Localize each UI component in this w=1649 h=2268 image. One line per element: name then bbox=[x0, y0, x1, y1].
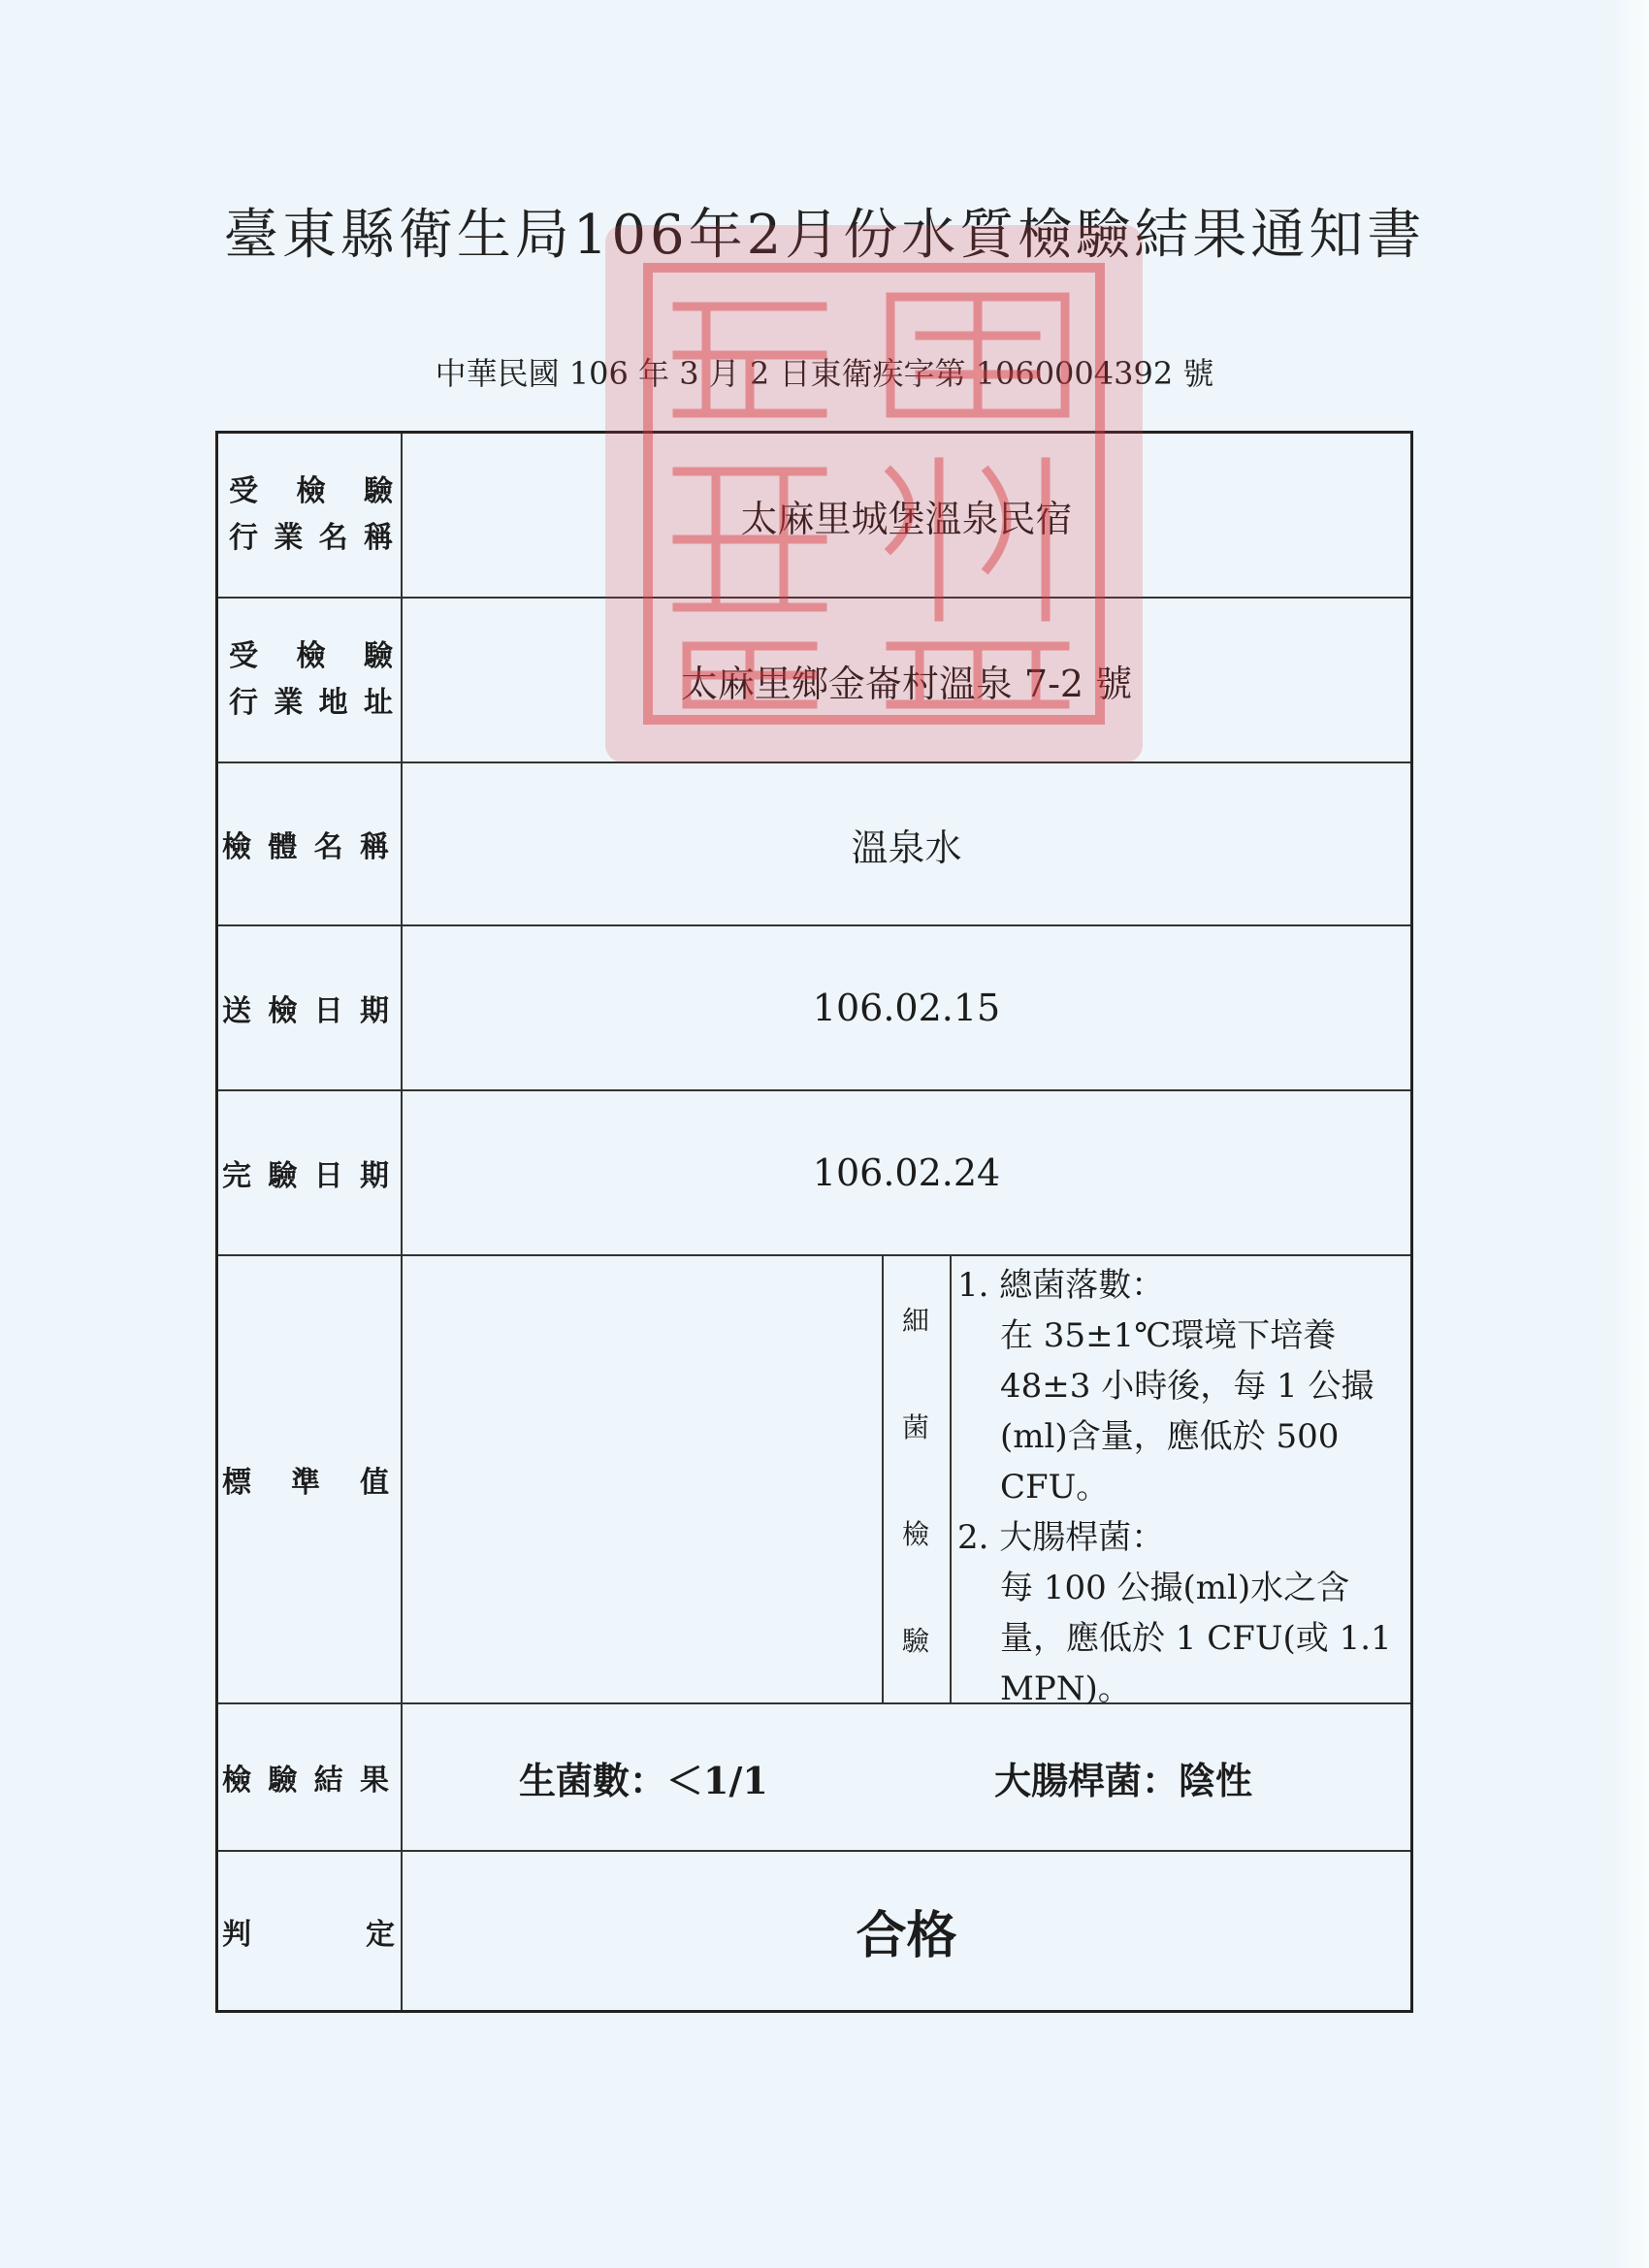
page-edge bbox=[1610, 0, 1649, 2268]
label-sample-name: 檢體名稱 bbox=[218, 763, 403, 924]
row-submit-date bbox=[218, 926, 1410, 1091]
value-business-name: 太麻里城堡溫泉民宿 bbox=[740, 497, 1073, 540]
value-sample-name: 溫泉水 bbox=[851, 826, 962, 869]
row-result bbox=[218, 1704, 1410, 1852]
standard-blank-cell bbox=[403, 1256, 884, 1702]
standard-category: 細 菌 檢 驗 bbox=[882, 1256, 952, 1702]
row-verdict bbox=[218, 1852, 1410, 2010]
label-result: 檢驗結果 bbox=[218, 1704, 403, 1850]
label-submit-date: 送檢日期 bbox=[218, 926, 403, 1089]
standard-description: 1. 總菌落數： 在 35±1℃環境下培養 48±3 小時後，每 1 公撮 (ml)含量，應低於 500 CFU。 2. 大腸桿菌： 每 100 公撮(ml)水之含 量，應低於 1 CFU(或 1.1 MPN)。 bbox=[957, 1260, 1406, 1702]
result-ecoli: 大腸桿菌：陰性 bbox=[994, 1758, 1253, 1802]
label-complete-date: 完驗日期 bbox=[218, 1091, 403, 1254]
standard-item-1-title: 1. 總菌落數： bbox=[957, 1266, 1165, 1305]
value-business-address: 太麻里鄉金崙村溫泉 7-2 號 bbox=[680, 662, 1133, 705]
value-complete-date: 106.02.24 bbox=[812, 1151, 1001, 1194]
value-submit-date: 106.02.15 bbox=[812, 987, 1001, 1029]
document-number: 中華民國 106 年 3 月 2 日東衛疾字第 1060004392 號 bbox=[435, 355, 1214, 392]
result-bacteria-count: 生菌數：＜1/1 bbox=[519, 1758, 768, 1802]
label-business-address: 受檢驗 行業地址 bbox=[218, 599, 403, 761]
official-seal-stamp bbox=[599, 219, 1148, 768]
document-title: 臺東縣衛生局106年2月份水質檢驗結果通知書 bbox=[223, 204, 1426, 267]
standard-item-2-title: 2. 大腸桿菌： bbox=[957, 1518, 1165, 1557]
row-sample-name bbox=[218, 763, 1410, 926]
value-verdict: 合格 bbox=[856, 1906, 957, 1965]
label-verdict: 判 定 bbox=[218, 1852, 403, 2010]
row-complete-date bbox=[218, 1091, 1410, 1256]
label-business-name: 受檢驗 行業名稱 bbox=[218, 434, 403, 597]
label-standard: 標準值 bbox=[218, 1256, 403, 1702]
row-standard bbox=[218, 1256, 1410, 1708]
